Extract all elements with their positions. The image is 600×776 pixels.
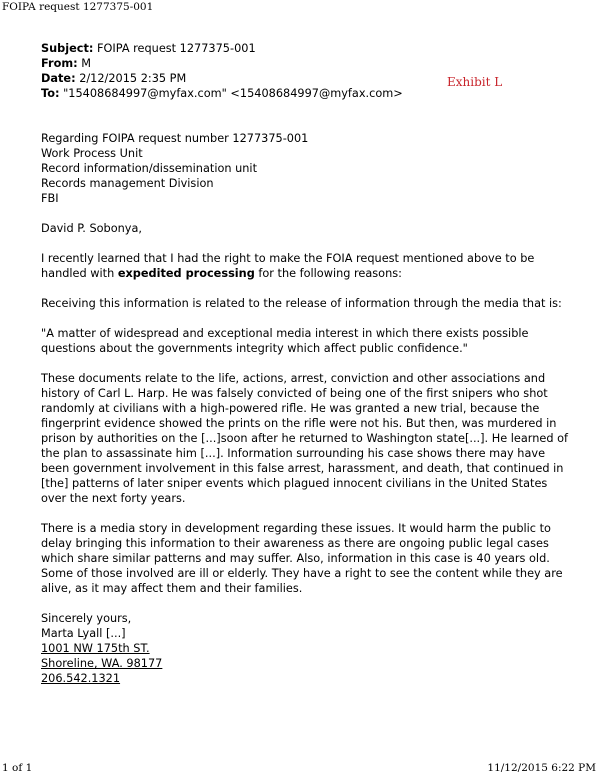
paragraph-media-story: There is a media story in development regarding these issues. It would harm the public to delay bringing this information to their awareness as there are ongoing public legal cases which share similar patterns and may suffer. Also, information in this case is 40 years old. Some of those involved are ill or elderly. They have a right to see the content while they are alive, as it may affect them and their families. <box>41 522 563 595</box>
address-line: Regarding FOIPA request number 1277375-001 <box>41 132 309 145</box>
from-value: M <box>81 57 91 70</box>
salutation: David P. Sobonya, <box>41 222 142 235</box>
print-timestamp: 11/12/2015 6:22 PM <box>487 762 596 774</box>
date-value: 2/12/2015 2:35 PM <box>79 72 187 85</box>
exhibit-label: Exhibit L <box>447 75 503 89</box>
address-line: Records management Division <box>41 177 214 190</box>
to-line <box>41 86 571 101</box>
subject-label: Subject: <box>41 42 94 55</box>
date-label: Date: <box>41 72 76 85</box>
paragraph-expedited-request: I recently learned that I had the right to make the FOIA request mentioned above to be handled with expedited processing for the following reasons: <box>41 252 535 280</box>
to-label: To: <box>41 87 60 100</box>
expedited-processing-emphasis: expedited processing <box>117 267 255 280</box>
address-line: Record information/dissemination unit <box>41 162 258 175</box>
closing: Sincerely yours, <box>41 612 132 625</box>
from-label: From: <box>41 57 78 70</box>
page-number: 1 of 1 <box>2 762 33 774</box>
paragraph-quote: "A matter of widespread and exceptional media interest in which there exists possible questions about the governments integrity which affect public confidence." <box>41 327 529 355</box>
date-line <box>41 71 571 86</box>
email-body <box>41 41 571 686</box>
subject-value: FOIPA request 1277375-001 <box>97 42 256 55</box>
signature-city: Shoreline, WA. 98177 <box>41 657 163 670</box>
to-value: "15408684997@myfax.com" <15408684997@myfax.com> <box>63 87 403 100</box>
signature-street: 1001 NW 175th ST. <box>41 642 150 655</box>
print-header-title: FOIPA request 1277375-001 <box>2 1 154 13</box>
address-line: FBI <box>41 192 59 205</box>
paragraph-case-background: These documents relate to the life, actions, arrest, conviction and other associations and history of Carl L. Harp. He was falsely convicted of being one of the first snipers who shot randomly at civilians with a high-powered rifle. He was granted a new trial, because the fingerprint evidence showed the prints on the rifle were not his. But then, was murdered in prison by authorities on the [...]soon after he returned to Washington state[...]. He learned of the plan to assassinate him [...]. Information surrounding his case shows there may have been government involvement in this false arrest, harassment, and death, that continued in [the] patterns of later sniper events which plagued innocent civilians in the United States over the next forty years. <box>41 372 568 505</box>
subject-line <box>41 41 571 56</box>
signature-phone: 206.542.1321 <box>41 672 121 685</box>
address-line: Work Process Unit <box>41 147 143 160</box>
signature-name: Marta Lyall [...] <box>41 627 126 640</box>
from-line <box>41 56 571 71</box>
paragraph-media-release: Receiving this information is related to the release of information through the media that is: <box>41 297 562 310</box>
